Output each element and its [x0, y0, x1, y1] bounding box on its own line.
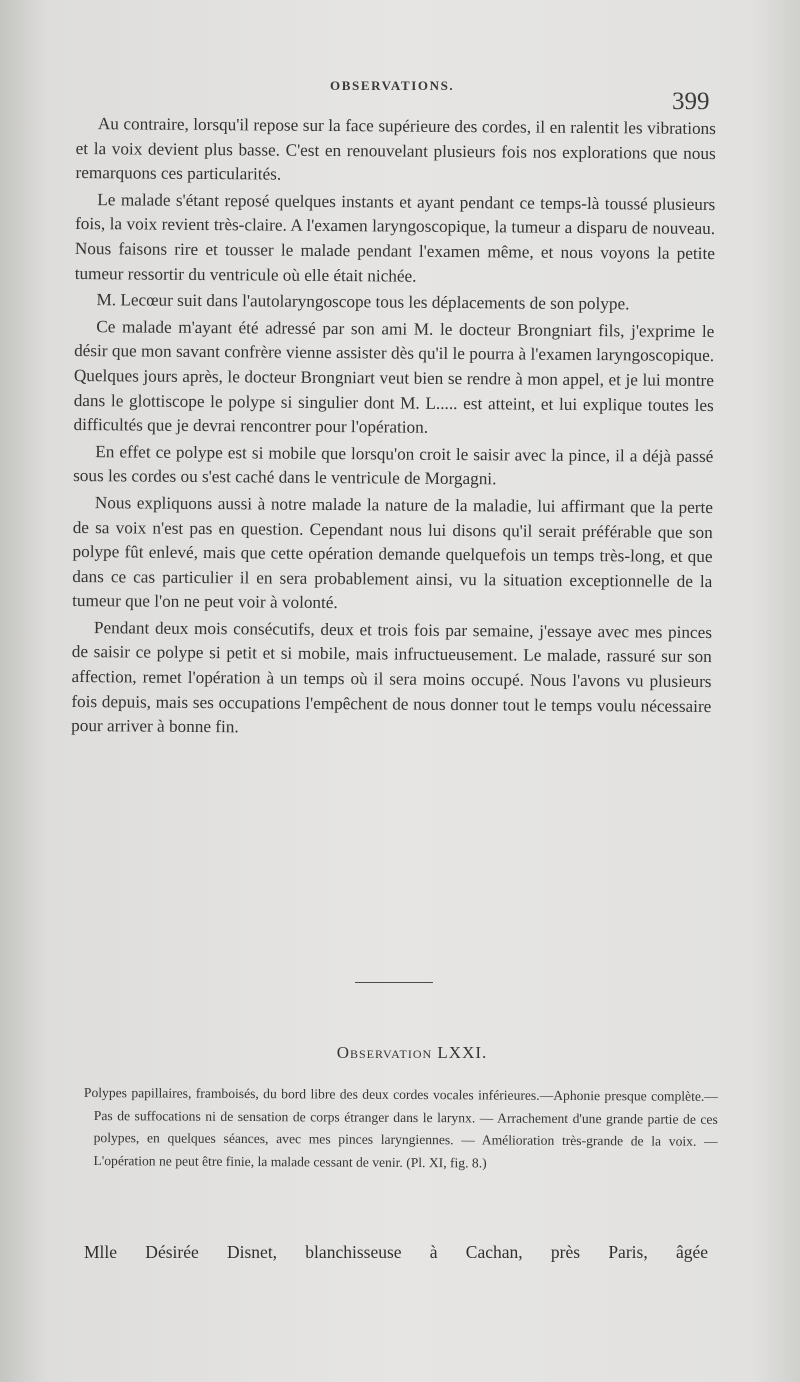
paragraph: Ce malade m'ayant été adressé par son ami M. le docteur Brongniart fils, j'exprime le désir que mon savant confrère vienne assister dès qu'il le pourra à l'examen laryngoscopique. Quelques jours après, le docteur Brongniart veut bien se rendre à mon appel, et je lui montre dans le glottiscope le polype si singulier dont M. L..... est atteint, et lui explique toutes les difficultés que je devrai rencontrer pour l'opération.	[73, 316, 715, 437]
paragraph: Nous expliquons aussi à notre malade la nature de la maladie, lui affirmant que la perte de sa voix n'est pas en question. Cependant nous lui disons qu'il serait préférable que son polype fût enlevé, mais que cette opération demande quelquefois un temps très-long, et que dans ce cas particulier il en sera probablement ainsi, vu la situation exceptionnelle de la tumeur que l'on ne peut voir à volonté.	[72, 493, 713, 613]
paragraph: Au contraire, lorsqu'il repose sur la face supérieure des cordes, il en ralentit les vibrations et la voix devient plus basse. C'est en renouvelant plusieurs fois nos explorations que nous remarquons ces particularités.	[75, 114, 716, 184]
page-number: 399	[672, 88, 710, 115]
paragraph: Le malade s'étant reposé quelques instants et ayant pendant ce temps-là toussé plusieurs fois, la voix revient très-claire. A l'examen laryngoscopique, la tumeur a disparu de nouveau. Nous faisons rire et tousser le malade pendant l'examen même, et nous voyons la petite tumeur ressortir du ventricule où elle était nichée.	[74, 189, 716, 286]
page-header	[0, 72, 800, 115]
observation-first-line: Mlle Désirée Disnet, blanchisseuse à Cachan, près Paris, âgée	[84, 1242, 708, 1262]
body-text	[71, 112, 716, 744]
paragraph: En effet ce polype est si mobile que lorsqu'on croit le saisir avec la pince, il a déjà passé sous les cordes ou s'est caché dans le ventricule de Morgagni.	[73, 441, 714, 489]
paragraph: M. Lecœur suit dans l'autolaryngoscope tous les déplacements de son polype.	[96, 290, 630, 314]
paragraph: Pendant deux mois consécutifs, deux et trois fois par semaine, j'essaye avec mes pinces de saisir ce polype si petit et si mobile, mais infructueusement. Le malade, rassuré sur son affection, remet l'opération à un temps où il sera moins occupé. Nous l'avons vu plusieurs fois depuis, mais ses occupations l'empêchent de nous donner tout le temps voulu nécessaire pour arriver à bonne fin.	[71, 618, 713, 737]
running-head: OBSERVATIONS.	[330, 78, 455, 93]
observation-title: Observation LXXI.	[336, 1043, 488, 1062]
observation-summary: Polypes papillaires, framboisés, du bord libre des deux cordes vocales inférieures.—Aphonie presque complète.— Pas de suffocations ni de sensation de corps étranger dans le larynx. — Arrachement d'une grande partie de ces polypes, en quelques séances, avec mes pinces laryngiennes. — Amélioration très-grande de la voix. — L'opération ne peut être finie, la malade cessant de venir. (Pl. XI, fig. 8.)	[83, 1085, 718, 1171]
section-separator	[355, 982, 433, 983]
